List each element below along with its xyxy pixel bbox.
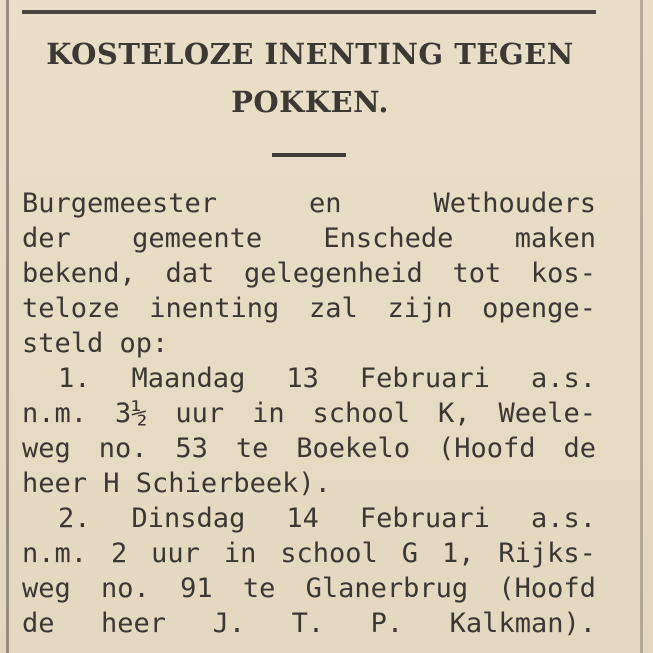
body-word: Februari — [359, 503, 490, 534]
body-word: uur — [151, 538, 200, 569]
body-word: 1. — [58, 363, 91, 394]
body-line — [22, 431, 596, 466]
body-line — [22, 186, 596, 221]
body-line — [22, 396, 596, 431]
body-line — [22, 606, 596, 641]
body-word: der — [22, 223, 71, 254]
body-word: n.m. — [22, 538, 88, 569]
body-line — [22, 326, 596, 361]
body-line — [22, 291, 596, 326]
body-word: Dinsdag — [131, 503, 246, 534]
column-rule-right — [640, 0, 643, 653]
body-word: school — [312, 398, 411, 429]
body-line — [22, 361, 596, 396]
body-word: G — [401, 538, 419, 569]
body-word: dat — [165, 258, 215, 289]
body-word: P. — [370, 608, 404, 639]
body-word: 3½ — [114, 398, 148, 429]
body-word: kos- — [530, 258, 596, 289]
body-word: n.m. — [22, 398, 88, 429]
body-word: maken — [514, 223, 596, 254]
body-word: teloze — [22, 293, 120, 324]
body-word: Weele- — [498, 398, 596, 429]
body-word: heer — [22, 468, 104, 499]
headline-line-2: POKKEN. — [231, 85, 389, 119]
headline — [18, 30, 602, 126]
body-word: no. — [101, 573, 150, 604]
body-word: J. — [212, 608, 246, 639]
body-word: 13 — [286, 363, 319, 394]
body-word: Wethouders — [433, 188, 596, 219]
body-word: K, — [438, 398, 471, 429]
body-line — [22, 536, 596, 571]
body-line — [22, 466, 596, 501]
body-word: steld — [22, 328, 120, 359]
body-word: (Hoofd — [498, 573, 596, 604]
body-word: bekend, — [22, 258, 136, 289]
body-word: Schierbeek). — [135, 468, 331, 499]
body-word: en — [309, 188, 342, 219]
body-line — [22, 221, 596, 256]
body-word: zijn — [387, 293, 453, 324]
body-word: in — [252, 398, 285, 429]
body-word: te — [242, 573, 276, 604]
headline-divider — [272, 153, 346, 157]
body-word: in — [223, 538, 257, 569]
top-divider — [22, 10, 596, 14]
body-word: tot — [452, 258, 502, 289]
body-word: weg — [22, 573, 71, 604]
headline-line-1: KOSTELOZE INENTING TEGEN — [46, 37, 574, 71]
body-word: zal — [308, 293, 358, 324]
body-word: weg — [22, 433, 71, 464]
body-word: openge- — [482, 293, 596, 324]
body-line — [22, 571, 596, 606]
body-word: te — [235, 433, 269, 464]
article-body — [22, 186, 596, 641]
body-word: 2 — [110, 538, 128, 569]
body-word: Burgemeester — [22, 188, 218, 219]
body-word: Februari — [359, 363, 490, 394]
body-word: heer — [101, 608, 167, 639]
body-word: de — [22, 608, 55, 639]
body-word: Boekelo — [296, 433, 411, 464]
body-line — [22, 256, 596, 291]
body-word: no. — [98, 433, 148, 464]
body-word: 2. — [58, 503, 91, 534]
body-word: de — [563, 433, 596, 464]
column-rule-left — [6, 0, 9, 653]
body-word: 14 — [286, 503, 319, 534]
body-word: school — [280, 538, 378, 569]
body-word: Maandag — [131, 363, 246, 394]
body-word: a.s. — [530, 503, 596, 534]
body-word: T. — [291, 608, 325, 639]
body-word: 53 — [175, 433, 208, 464]
body-line — [22, 501, 596, 536]
body-word: uur — [175, 398, 225, 429]
body-word: Rijks- — [498, 538, 596, 569]
body-word: op: — [119, 328, 169, 359]
body-word: Glanerbrug — [305, 573, 469, 604]
body-word: 1, — [441, 538, 475, 569]
body-word: a.s. — [530, 363, 596, 394]
body-word: (Hoofd — [438, 433, 536, 464]
body-word: gemeente — [132, 223, 263, 254]
body-word: Enschede — [323, 223, 454, 254]
body-word: gelegenheid — [243, 258, 423, 289]
body-word: 91 — [180, 573, 213, 604]
body-word: H — [103, 468, 136, 499]
body-word: inenting — [149, 293, 280, 324]
body-word: Kalkman). — [449, 608, 596, 639]
